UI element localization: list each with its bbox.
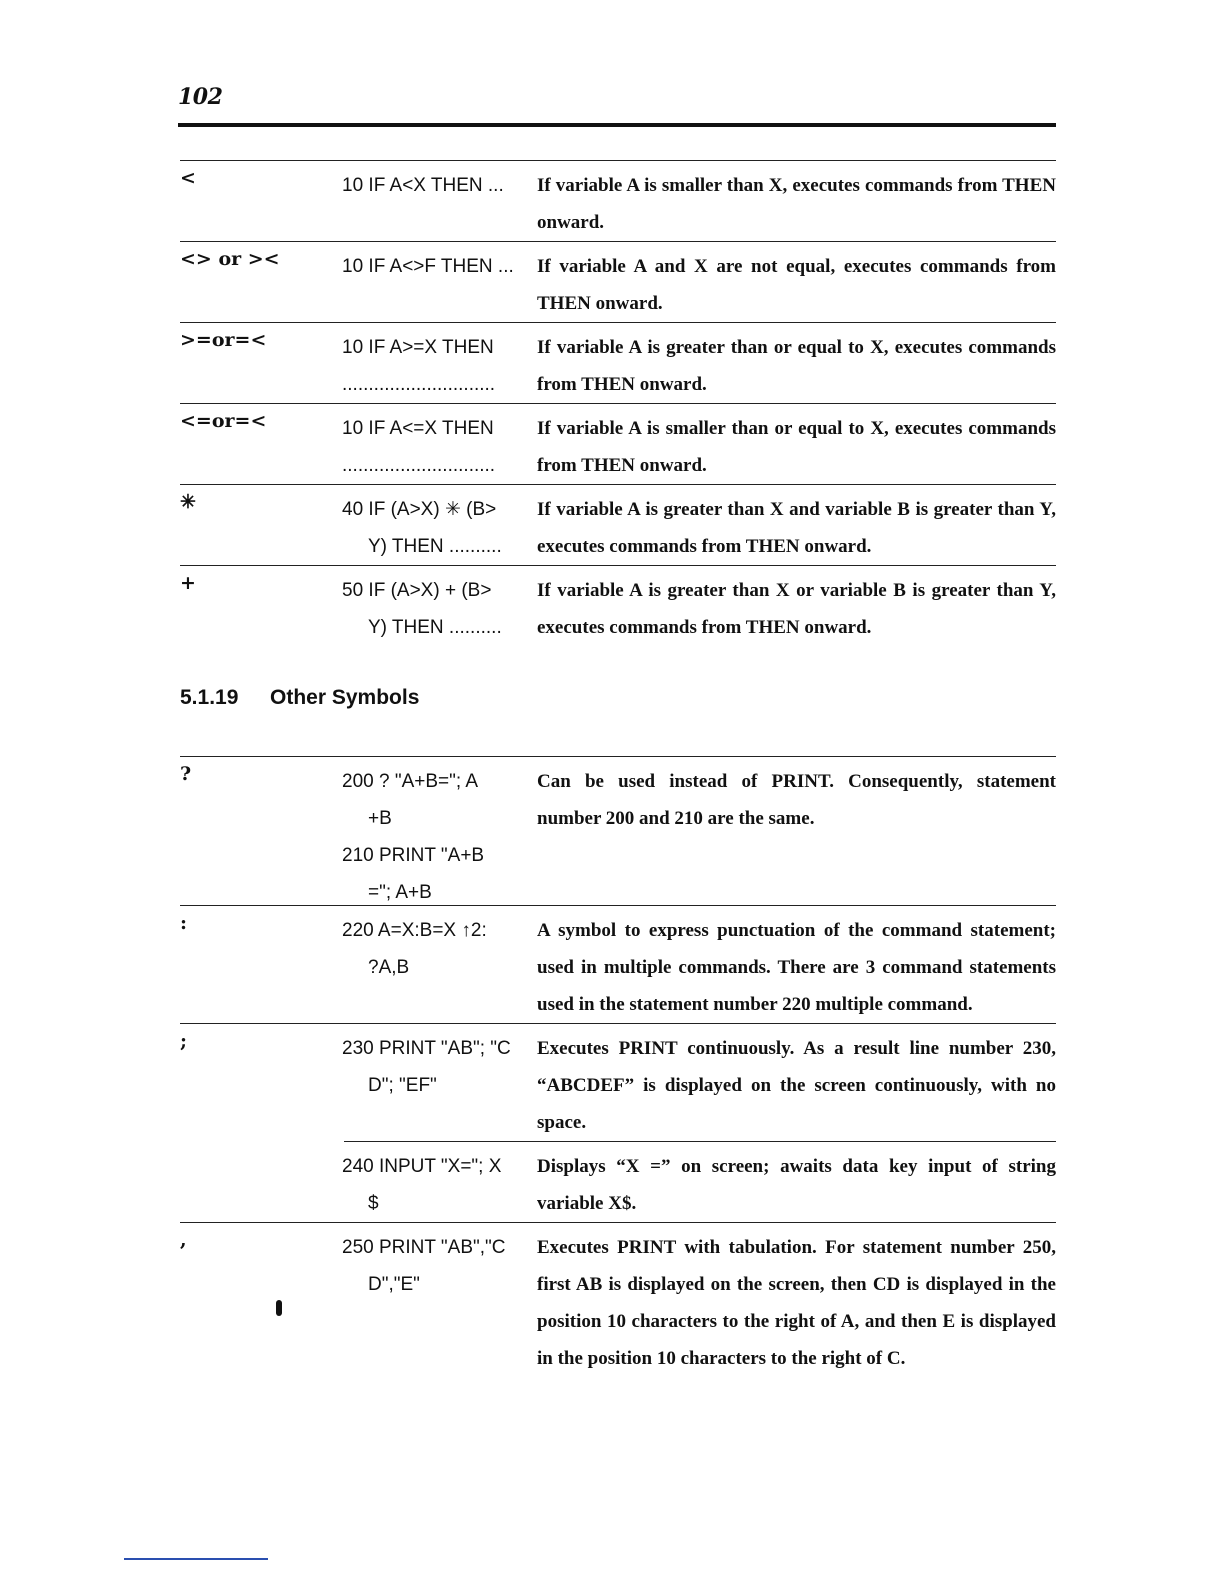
description: If variable A and X are not equal, executes commands from THEN onward. bbox=[537, 256, 1056, 314]
example-line: ............................. bbox=[342, 455, 496, 476]
example-line: 250 PRINT "AB","C bbox=[342, 1237, 506, 1258]
table-row bbox=[344, 1141, 1056, 1222]
example-line: 50 IF (A>X) + (B> bbox=[342, 580, 492, 601]
example-code bbox=[342, 167, 514, 204]
example-line: ="; A+B bbox=[368, 882, 432, 903]
symbol: : bbox=[180, 912, 188, 934]
description: If variable A is greater than X or variable B is greater than Y, executes commands from THEN onward. bbox=[537, 580, 1056, 638]
table-row bbox=[180, 1222, 1056, 1377]
section-number: 5.1.19 bbox=[180, 686, 239, 709]
example-line: D","E" bbox=[368, 1274, 420, 1295]
example-code bbox=[342, 912, 514, 986]
operator-symbol: < bbox=[180, 167, 196, 189]
example-line: 200 ? "A+B="; A bbox=[342, 771, 479, 792]
footnote-rule bbox=[124, 1558, 268, 1560]
example-code bbox=[342, 763, 514, 911]
table-row bbox=[180, 565, 1056, 646]
description: A symbol to express punctuation of the command statement; used in multiple commands. There are 3 command statements used in the statement number 220 multiple command. bbox=[537, 920, 1056, 1015]
operator-symbol: <> or >< bbox=[180, 248, 280, 270]
symbol: ? bbox=[180, 763, 192, 785]
example-code bbox=[342, 248, 514, 285]
description: Displays “X =” on screen; awaits data key input of string variable X$. bbox=[537, 1156, 1056, 1214]
table-row bbox=[180, 322, 1056, 403]
example-line: ............................. bbox=[342, 374, 496, 395]
description: If variable A is smaller than or equal to X, executes commands from THEN onward. bbox=[537, 418, 1056, 476]
header-rule bbox=[178, 123, 1056, 127]
example-code bbox=[342, 491, 514, 565]
example-code bbox=[342, 572, 514, 646]
operator-symbol: ✳ bbox=[180, 491, 196, 513]
table-row bbox=[180, 905, 1056, 1023]
table-row bbox=[180, 756, 1056, 905]
table-row bbox=[180, 241, 1056, 322]
example-line: +B bbox=[368, 808, 392, 829]
example-line: Y) THEN .......... bbox=[368, 617, 502, 638]
ink-speck bbox=[276, 1300, 282, 1316]
example-code bbox=[342, 1148, 514, 1222]
description: Can be used instead of PRINT. Consequently, statement number 200 and 210 are the same. bbox=[537, 771, 1056, 829]
symbols-table bbox=[180, 756, 1056, 1377]
example-line: 10 IF A<=X THEN bbox=[342, 418, 494, 439]
table-row bbox=[180, 1023, 1056, 1141]
operator-symbol: + bbox=[180, 572, 196, 594]
section-title: Other Symbols bbox=[270, 686, 420, 709]
example-line: 10 IF A<X THEN ... bbox=[342, 175, 504, 196]
example-line: ?A,B bbox=[368, 957, 410, 978]
description: Executes PRINT with tabulation. For statement number 250, first AB is displayed on the screen, then CD is displayed in the position 10 characters to the right of A, and then E is displayed in the position 10 characters to the right of C. bbox=[537, 1237, 1056, 1369]
page-number: 102 bbox=[178, 84, 223, 110]
example-code bbox=[342, 1229, 514, 1303]
example-line: 220 A=X:B=X ↑2: bbox=[342, 920, 487, 941]
operator-symbol: <=or=< bbox=[180, 410, 267, 432]
description: Executes PRINT continuously. As a result line number 230, “ABCDEF” is displayed on the screen continuously, with no space. bbox=[537, 1038, 1056, 1133]
symbol: , bbox=[180, 1229, 187, 1251]
example-code bbox=[342, 410, 514, 484]
example-line: 10 IF A>=X THEN bbox=[342, 337, 494, 358]
example-line: D"; "EF" bbox=[368, 1075, 437, 1096]
example-line: 230 PRINT "AB"; "C bbox=[342, 1038, 511, 1059]
table-row bbox=[180, 160, 1056, 241]
operator-symbol: >=or=< bbox=[180, 329, 267, 351]
table-row bbox=[180, 403, 1056, 484]
example-line: 40 IF (A>X) ✳ (B> bbox=[342, 499, 497, 520]
description: If variable A is greater than or equal to X, executes commands from THEN onward. bbox=[537, 337, 1056, 395]
example-code bbox=[342, 1030, 514, 1104]
table-row bbox=[180, 484, 1056, 565]
symbol: ; bbox=[180, 1030, 188, 1052]
operators-table bbox=[180, 160, 1056, 646]
example-code bbox=[342, 329, 514, 403]
example-line: $ bbox=[368, 1193, 379, 1214]
example-line: 10 IF A<>F THEN ... bbox=[342, 256, 514, 277]
example-line: Y) THEN .......... bbox=[368, 536, 502, 557]
example-line: 210 PRINT "A+B bbox=[342, 845, 485, 866]
section-heading bbox=[180, 686, 419, 710]
description: If variable A is greater than X and variable B is greater than Y, executes commands from THEN onward. bbox=[537, 499, 1056, 557]
example-line: 240 INPUT "X="; X bbox=[342, 1156, 502, 1177]
description: If variable A is smaller than X, executes commands from THEN onward. bbox=[537, 175, 1056, 233]
